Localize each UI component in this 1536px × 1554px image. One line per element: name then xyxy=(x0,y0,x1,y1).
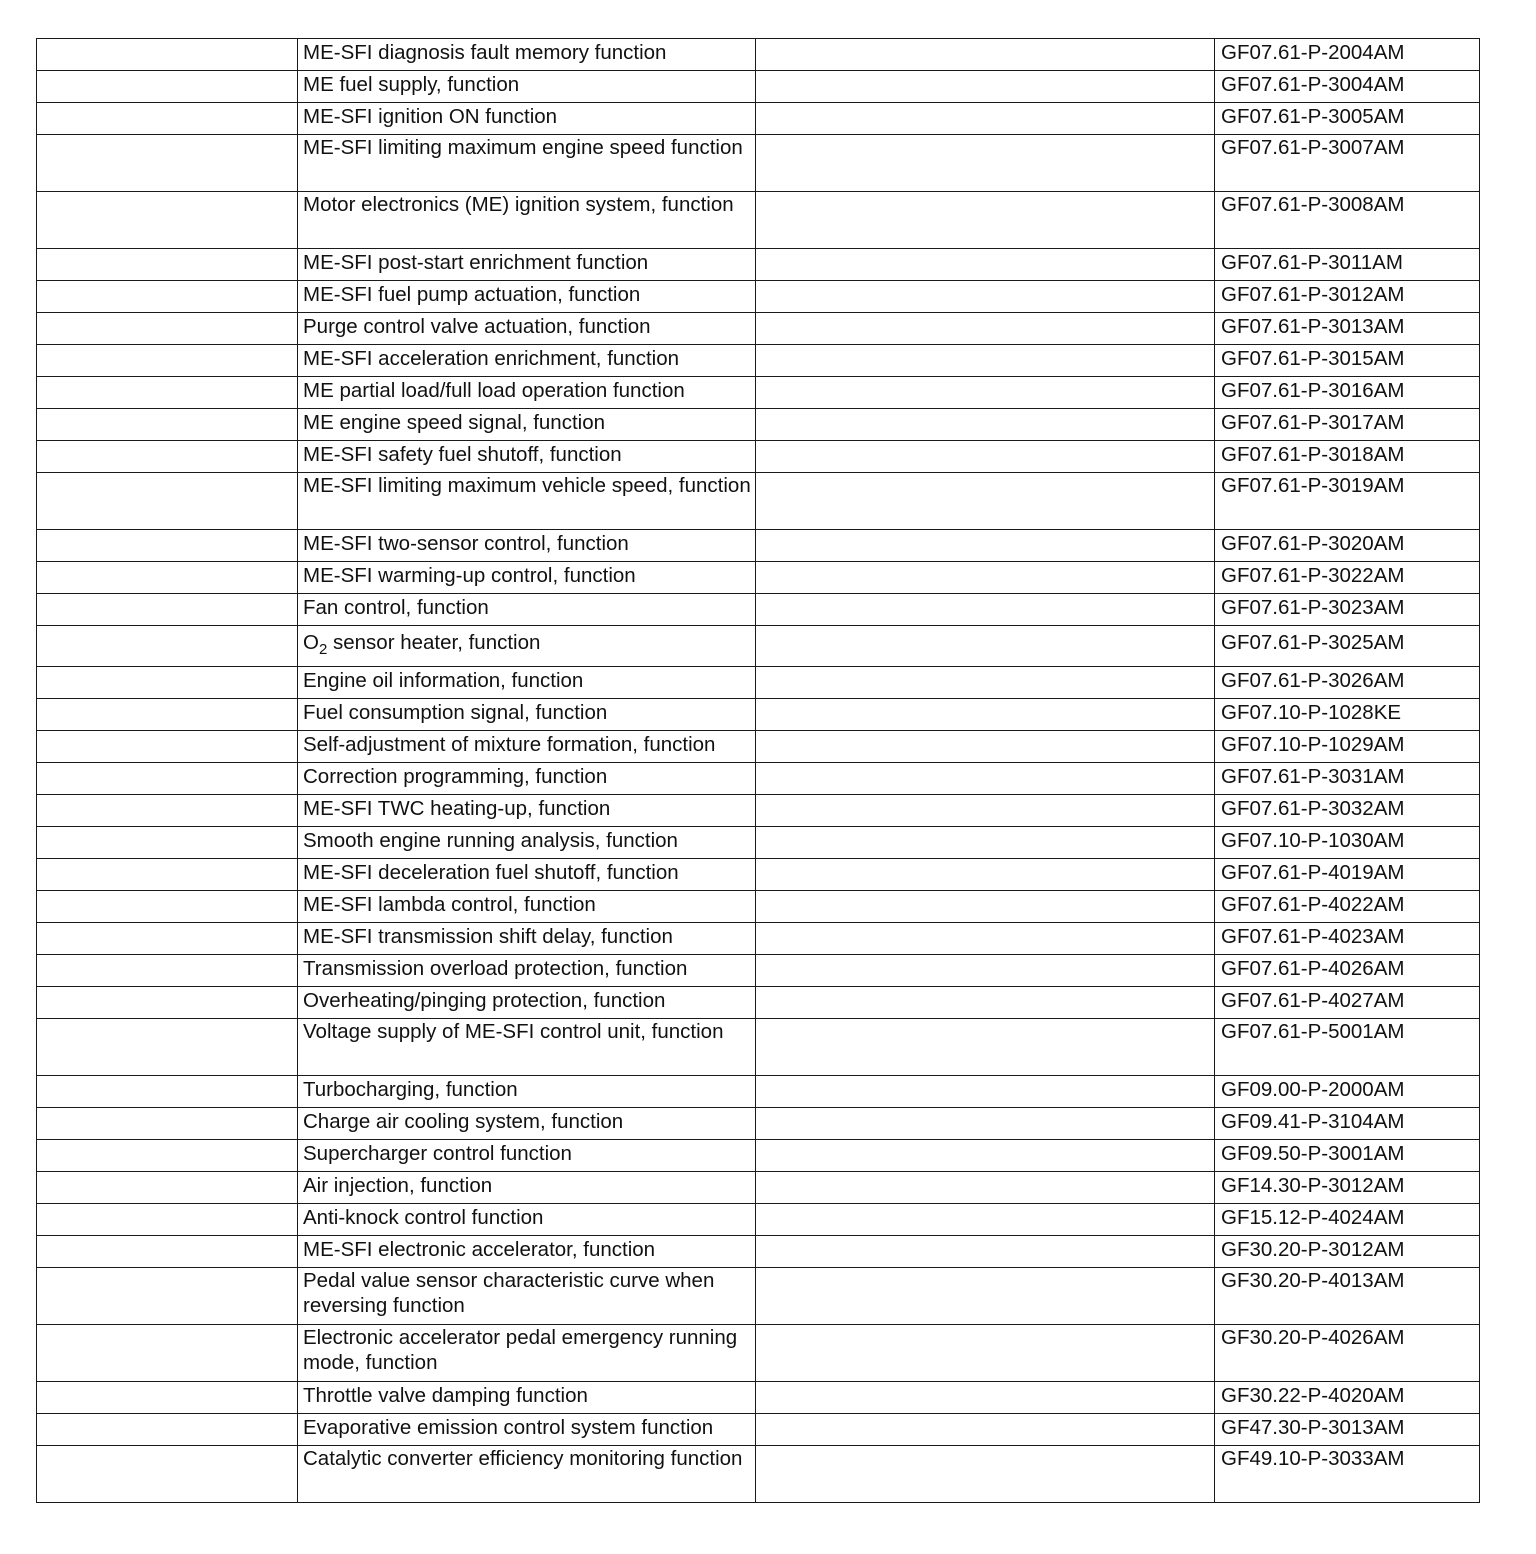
empty-cell xyxy=(37,192,298,249)
empty-cell xyxy=(37,1019,298,1076)
empty-cell xyxy=(756,1076,1215,1108)
document-code: GF07.61-P-4023AM xyxy=(1215,923,1480,955)
document-code: GF07.10-P-1028KE xyxy=(1215,699,1480,731)
empty-cell xyxy=(37,1172,298,1204)
empty-cell xyxy=(37,1268,298,1325)
empty-cell xyxy=(756,1325,1215,1382)
empty-cell xyxy=(37,71,298,103)
empty-cell xyxy=(756,1108,1215,1140)
table-row xyxy=(37,345,1480,377)
table-row xyxy=(37,192,1480,249)
function-description: Transmission overload protection, function xyxy=(298,955,756,987)
function-description: Overheating/pinging protection, function xyxy=(298,987,756,1019)
document-code: GF07.10-P-1029AM xyxy=(1215,731,1480,763)
table-row xyxy=(37,594,1480,626)
function-description: ME-SFI two-sensor control, function xyxy=(298,530,756,562)
document-code: GF07.61-P-3020AM xyxy=(1215,530,1480,562)
table-row xyxy=(37,1268,1480,1325)
function-description: Air injection, function xyxy=(298,1172,756,1204)
table-row xyxy=(37,71,1480,103)
empty-cell xyxy=(37,562,298,594)
function-description: ME-SFI safety fuel shutoff, function xyxy=(298,441,756,473)
document-code: GF07.61-P-3012AM xyxy=(1215,281,1480,313)
empty-cell xyxy=(37,409,298,441)
empty-cell xyxy=(756,377,1215,409)
empty-cell xyxy=(756,667,1215,699)
function-description: ME partial load/full load operation function xyxy=(298,377,756,409)
empty-cell xyxy=(756,530,1215,562)
empty-cell xyxy=(37,249,298,281)
function-description: ME-SFI diagnosis fault memory function xyxy=(298,39,756,71)
table-row xyxy=(37,955,1480,987)
empty-cell xyxy=(37,530,298,562)
function-description: ME-SFI acceleration enrichment, function xyxy=(298,345,756,377)
function-reference-table xyxy=(36,38,1480,1503)
empty-cell xyxy=(756,1268,1215,1325)
document-code: GF07.61-P-3032AM xyxy=(1215,795,1480,827)
empty-cell xyxy=(756,345,1215,377)
table-row xyxy=(37,699,1480,731)
document-code: GF07.61-P-3025AM xyxy=(1215,626,1480,667)
empty-cell xyxy=(37,1325,298,1382)
function-description: Correction programming, function xyxy=(298,763,756,795)
empty-cell xyxy=(37,1204,298,1236)
empty-cell xyxy=(756,71,1215,103)
function-description: ME-SFI limiting maximum engine speed function xyxy=(298,135,756,192)
document-code: GF07.61-P-4026AM xyxy=(1215,955,1480,987)
empty-cell xyxy=(756,249,1215,281)
empty-cell xyxy=(37,923,298,955)
document-code: GF07.61-P-4027AM xyxy=(1215,987,1480,1019)
table-row xyxy=(37,281,1480,313)
description-subscript: 2 xyxy=(318,641,328,658)
function-description: Charge air cooling system, function xyxy=(298,1108,756,1140)
table-row xyxy=(37,1140,1480,1172)
empty-cell xyxy=(756,313,1215,345)
empty-cell xyxy=(37,1446,298,1503)
function-description: ME-SFI lambda control, function xyxy=(298,891,756,923)
empty-cell xyxy=(37,795,298,827)
function-description xyxy=(298,626,756,667)
function-description: ME-SFI fuel pump actuation, function xyxy=(298,281,756,313)
function-description: ME-SFI electronic accelerator, function xyxy=(298,1236,756,1268)
function-description: ME-SFI TWC heating-up, function xyxy=(298,795,756,827)
function-description: Purge control valve actuation, function xyxy=(298,313,756,345)
empty-cell xyxy=(37,473,298,530)
empty-cell xyxy=(37,1382,298,1414)
empty-cell xyxy=(756,1446,1215,1503)
document-code: GF07.61-P-3022AM xyxy=(1215,562,1480,594)
document-code: GF07.61-P-3005AM xyxy=(1215,103,1480,135)
document-code: GF07.61-P-4019AM xyxy=(1215,859,1480,891)
table-row xyxy=(37,1108,1480,1140)
empty-cell xyxy=(37,1140,298,1172)
empty-cell xyxy=(756,1140,1215,1172)
table-row xyxy=(37,795,1480,827)
empty-cell xyxy=(756,923,1215,955)
empty-cell xyxy=(756,562,1215,594)
empty-cell xyxy=(756,281,1215,313)
empty-cell xyxy=(37,377,298,409)
table-row xyxy=(37,1325,1480,1382)
empty-cell xyxy=(756,1414,1215,1446)
function-description: Smooth engine running analysis, function xyxy=(298,827,756,859)
document-code: GF07.61-P-3031AM xyxy=(1215,763,1480,795)
empty-cell xyxy=(37,1236,298,1268)
table-row xyxy=(37,923,1480,955)
document-code: GF09.41-P-3104AM xyxy=(1215,1108,1480,1140)
table-row xyxy=(37,1172,1480,1204)
document-code: GF07.61-P-3015AM xyxy=(1215,345,1480,377)
function-description: Fuel consumption signal, function xyxy=(298,699,756,731)
empty-cell xyxy=(37,699,298,731)
empty-cell xyxy=(37,594,298,626)
function-description: Engine oil information, function xyxy=(298,667,756,699)
table-row xyxy=(37,1019,1480,1076)
empty-cell xyxy=(756,827,1215,859)
description-text: sensor heater, function xyxy=(327,631,541,654)
empty-cell xyxy=(756,1236,1215,1268)
function-description: ME fuel supply, function xyxy=(298,71,756,103)
table-row xyxy=(37,103,1480,135)
empty-cell xyxy=(37,1108,298,1140)
document-code: GF09.50-P-3001AM xyxy=(1215,1140,1480,1172)
table-row xyxy=(37,1076,1480,1108)
document-code: GF49.10-P-3033AM xyxy=(1215,1446,1480,1503)
empty-cell xyxy=(37,987,298,1019)
function-description: ME engine speed signal, function xyxy=(298,409,756,441)
table-row xyxy=(37,249,1480,281)
empty-cell xyxy=(37,626,298,667)
table-row xyxy=(37,377,1480,409)
empty-cell xyxy=(756,594,1215,626)
table-row xyxy=(37,1236,1480,1268)
empty-cell xyxy=(756,626,1215,667)
table-row xyxy=(37,1414,1480,1446)
empty-cell xyxy=(756,103,1215,135)
document-code: GF07.61-P-3016AM xyxy=(1215,377,1480,409)
empty-cell xyxy=(37,345,298,377)
function-description: Anti-knock control function xyxy=(298,1204,756,1236)
empty-cell xyxy=(756,39,1215,71)
empty-cell xyxy=(756,987,1215,1019)
function-description: ME-SFI limiting maximum vehicle speed, function xyxy=(298,473,756,530)
empty-cell xyxy=(756,1204,1215,1236)
document-code: GF07.61-P-3017AM xyxy=(1215,409,1480,441)
empty-cell xyxy=(37,763,298,795)
empty-cell xyxy=(37,103,298,135)
function-description: Turbocharging, function xyxy=(298,1076,756,1108)
function-description: Catalytic converter efficiency monitoring function xyxy=(298,1446,756,1503)
document-code: GF07.61-P-4022AM xyxy=(1215,891,1480,923)
document-code: GF09.00-P-2000AM xyxy=(1215,1076,1480,1108)
table-row xyxy=(37,1446,1480,1503)
function-description: ME-SFI ignition ON function xyxy=(298,103,756,135)
empty-cell xyxy=(756,891,1215,923)
empty-cell xyxy=(756,135,1215,192)
empty-cell xyxy=(37,39,298,71)
table-row xyxy=(37,667,1480,699)
table-body xyxy=(37,39,1480,1503)
empty-cell xyxy=(756,441,1215,473)
function-description: Supercharger control function xyxy=(298,1140,756,1172)
document-code: GF30.20-P-3012AM xyxy=(1215,1236,1480,1268)
document-code: GF07.61-P-3026AM xyxy=(1215,667,1480,699)
function-description: Motor electronics (ME) ignition system, function xyxy=(298,192,756,249)
table-row xyxy=(37,987,1480,1019)
function-description: ME-SFI warming-up control, function xyxy=(298,562,756,594)
document-code: GF14.30-P-3012AM xyxy=(1215,1172,1480,1204)
document-code: GF07.61-P-2004AM xyxy=(1215,39,1480,71)
function-description: Evaporative emission control system function xyxy=(298,1414,756,1446)
empty-cell xyxy=(37,281,298,313)
empty-cell xyxy=(756,763,1215,795)
function-description: Pedal value sensor characteristic curve when reversing function xyxy=(298,1268,756,1325)
empty-cell xyxy=(37,891,298,923)
table-row xyxy=(37,473,1480,530)
table-row xyxy=(37,891,1480,923)
table-row xyxy=(37,562,1480,594)
function-description: ME-SFI post-start enrichment function xyxy=(298,249,756,281)
table-row xyxy=(37,1204,1480,1236)
function-description: ME-SFI deceleration fuel shutoff, function xyxy=(298,859,756,891)
empty-cell xyxy=(37,1076,298,1108)
table-row xyxy=(37,827,1480,859)
function-description: Throttle valve damping function xyxy=(298,1382,756,1414)
table-row xyxy=(37,135,1480,192)
function-description: Electronic accelerator pedal emergency running mode, function xyxy=(298,1325,756,1382)
empty-cell xyxy=(37,731,298,763)
empty-cell xyxy=(756,1019,1215,1076)
document-code: GF07.61-P-3013AM xyxy=(1215,313,1480,345)
table-row xyxy=(37,530,1480,562)
empty-cell xyxy=(37,135,298,192)
description-prefix: O xyxy=(303,631,319,654)
table-row xyxy=(37,626,1480,667)
table-row xyxy=(37,763,1480,795)
document-code: GF07.61-P-3008AM xyxy=(1215,192,1480,249)
function-description: Voltage supply of ME-SFI control unit, function xyxy=(298,1019,756,1076)
document-code: GF30.20-P-4026AM xyxy=(1215,1325,1480,1382)
empty-cell xyxy=(756,409,1215,441)
document-code: GF07.61-P-3018AM xyxy=(1215,441,1480,473)
empty-cell xyxy=(756,192,1215,249)
empty-cell xyxy=(756,473,1215,530)
table-row xyxy=(37,859,1480,891)
empty-cell xyxy=(37,1414,298,1446)
document-code: GF47.30-P-3013AM xyxy=(1215,1414,1480,1446)
function-description: ME-SFI transmission shift delay, function xyxy=(298,923,756,955)
empty-cell xyxy=(37,441,298,473)
empty-cell xyxy=(37,955,298,987)
function-description: Self-adjustment of mixture formation, function xyxy=(298,731,756,763)
document-code: GF07.61-P-5001AM xyxy=(1215,1019,1480,1076)
document-code: GF07.10-P-1030AM xyxy=(1215,827,1480,859)
document-code: GF07.61-P-3023AM xyxy=(1215,594,1480,626)
empty-cell xyxy=(756,1172,1215,1204)
document-code: GF30.22-P-4020AM xyxy=(1215,1382,1480,1414)
empty-cell xyxy=(756,859,1215,891)
empty-cell xyxy=(37,827,298,859)
empty-cell xyxy=(37,667,298,699)
document-code: GF07.61-P-3007AM xyxy=(1215,135,1480,192)
empty-cell xyxy=(756,731,1215,763)
document-code: GF30.20-P-4013AM xyxy=(1215,1268,1480,1325)
document-code: GF15.12-P-4024AM xyxy=(1215,1204,1480,1236)
empty-cell xyxy=(37,859,298,891)
empty-cell xyxy=(756,955,1215,987)
table-row xyxy=(37,1382,1480,1414)
table-row xyxy=(37,441,1480,473)
table-row xyxy=(37,313,1480,345)
function-description: Fan control, function xyxy=(298,594,756,626)
empty-cell xyxy=(756,699,1215,731)
document-code: GF07.61-P-3019AM xyxy=(1215,473,1480,530)
empty-cell xyxy=(756,795,1215,827)
document-code: GF07.61-P-3004AM xyxy=(1215,71,1480,103)
table-row xyxy=(37,731,1480,763)
table-row xyxy=(37,39,1480,71)
empty-cell xyxy=(756,1382,1215,1414)
table-row xyxy=(37,409,1480,441)
empty-cell xyxy=(37,313,298,345)
document-code: GF07.61-P-3011AM xyxy=(1215,249,1480,281)
